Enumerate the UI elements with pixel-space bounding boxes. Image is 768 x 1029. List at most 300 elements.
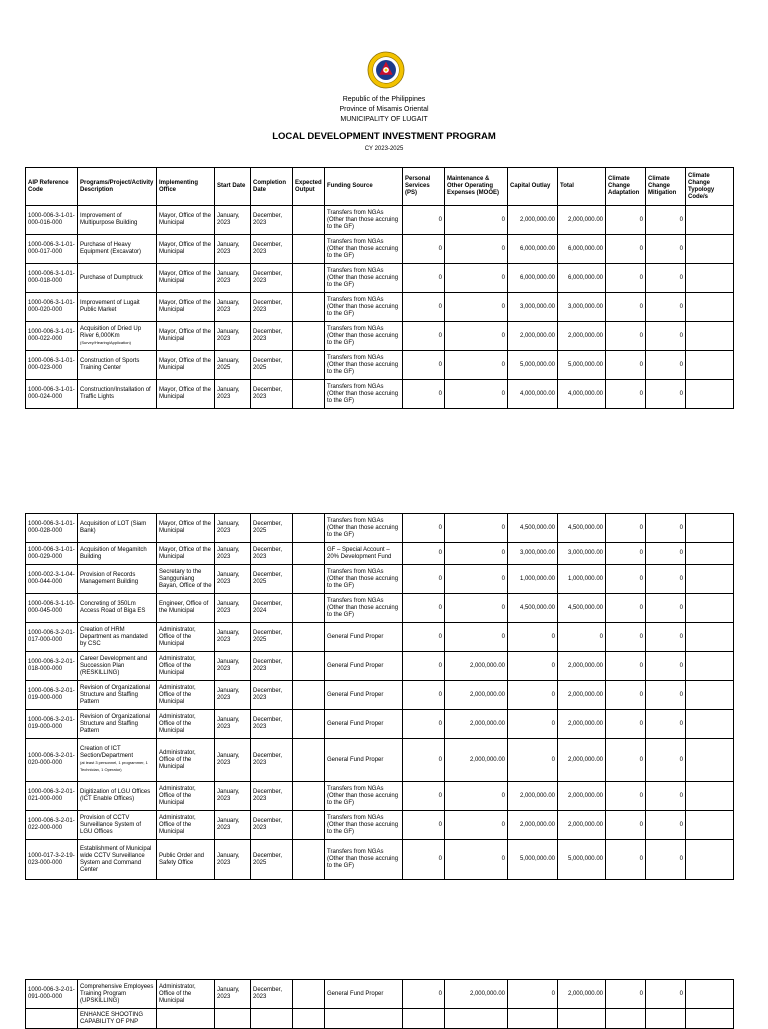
cell-office-text: Administrator, Office of the Municipal [159, 626, 196, 647]
cell-total-text: 2,000,000.00 [567, 332, 603, 339]
cell-desc-text: Creation of HRM Department as mandated by CSC [80, 626, 148, 647]
cell-total-text: 5,000,000.00 [567, 361, 603, 368]
cell-ccm-text: 0 [679, 550, 683, 556]
cell-ccm-text: 0 [679, 990, 683, 997]
cell-office [157, 514, 215, 543]
cell-ps-text: 0 [438, 756, 442, 763]
cell-mooe-text: 0 [501, 821, 505, 828]
cell-code-text: 1000-006-3-1-01-000-023-000 [28, 358, 75, 371]
cell-end-text: December, 2023 [253, 717, 283, 730]
cell-fund-text: Transfers from NGAs (Other than those accruing to the GF) [327, 568, 399, 589]
cell-end [251, 840, 293, 880]
cell-ccm [646, 322, 686, 351]
cell-code-text: 1000-006-3-2-01-021-000-000 [28, 789, 75, 802]
cell-typ [686, 322, 734, 351]
cell-office [157, 565, 215, 594]
cell-ccm-text: 0 [679, 604, 683, 611]
cell-code-text: 1000-006-3-1-01-000-024-000 [28, 387, 75, 400]
cell-office [157, 543, 215, 565]
cell-desc-text: Revision of Organizational Structure and Staffing Pattern [80, 684, 151, 705]
cell-ps-text: 0 [438, 691, 442, 698]
cell-end-text: December, 2023 [253, 387, 283, 400]
cell-mooe-text: 0 [501, 245, 505, 252]
cell-cca [606, 739, 646, 782]
cell-start [215, 264, 251, 293]
cell-total [558, 565, 606, 594]
cell-typ [686, 351, 734, 380]
cell-code [26, 652, 78, 681]
cell-ccm [646, 264, 686, 293]
cell-code [26, 322, 78, 351]
cell-desc-text: Revision of Organizational Structure and Staffing Pattern [80, 713, 151, 734]
cell-desc [78, 380, 157, 409]
cell-code [26, 293, 78, 322]
cell-desc-text: Acquisition of LOT (Siam Bank) [80, 521, 147, 534]
cell-mooe-text: 2,000,000.00 [469, 990, 505, 997]
cell-code-text: 1000-006-3-2-01-018-000-000 [28, 659, 75, 672]
cell-start [215, 710, 251, 739]
cell-office [157, 1009, 215, 1029]
cell-output [293, 652, 325, 681]
cell-ps-text: 0 [438, 990, 442, 997]
cell-cca-text: 0 [639, 604, 643, 611]
cell-office [157, 623, 215, 652]
cell-start [215, 206, 251, 235]
cell-start-text: January, 2023 [217, 213, 240, 226]
cell-ccm-text: 0 [679, 633, 683, 640]
cell-start-text: January, 2025 [217, 358, 240, 371]
cell-output [293, 206, 325, 235]
cell-output [293, 235, 325, 264]
cell-co [508, 322, 558, 351]
cell-total [558, 840, 606, 880]
cell-office-text: Mayor, Office of the Municipal [159, 300, 211, 313]
cell-end [251, 380, 293, 409]
cell-mooe [445, 652, 508, 681]
cell-ccm-text: 0 [679, 792, 683, 799]
cell-fund [325, 811, 403, 840]
cell-ccm-text: 0 [679, 575, 683, 582]
cell-mooe [445, 782, 508, 811]
cell-output [293, 351, 325, 380]
cell-desc-text: Career Development and Succession Plan (RESKILLING) [80, 655, 148, 676]
cell-ccm [646, 652, 686, 681]
cell-mooe-text: 0 [501, 303, 505, 310]
cell-start-text: January, 2023 [217, 659, 240, 672]
cell-total [558, 811, 606, 840]
cell-desc [78, 811, 157, 840]
cell-end-text: December, 2025 [253, 521, 283, 534]
cell-office [157, 351, 215, 380]
cell-mooe [445, 293, 508, 322]
cell-mooe-text: 0 [501, 524, 505, 531]
cell-start [215, 782, 251, 811]
cell-fund-text: Transfers from NGAs (Other than those accruing to the GF) [327, 267, 399, 288]
cell-ps-text: 0 [438, 575, 442, 582]
cell-start [215, 840, 251, 880]
cell-ps [403, 739, 445, 782]
cell-co [508, 264, 558, 293]
cell-co-text: 0 [551, 633, 555, 640]
cell-start-text: January, 2023 [217, 271, 240, 284]
cell-desc-note: (at least 3 personnel, 1 programmer, 1 Technician, 1 Operator) [80, 760, 148, 772]
cell-ccm-text: 0 [679, 245, 683, 252]
cell-start [215, 293, 251, 322]
cell-co [508, 980, 558, 1009]
cell-co-text: 2,000,000.00 [519, 821, 555, 828]
cell-ccm-text: 0 [679, 303, 683, 310]
cell-total-text: 4,500,000.00 [567, 524, 603, 531]
cell-end [251, 235, 293, 264]
cell-total [558, 739, 606, 782]
cell-code [26, 840, 78, 880]
cell-output [293, 322, 325, 351]
cell-typ [686, 739, 734, 782]
cell-mooe [445, 811, 508, 840]
cell-mooe-text: 0 [501, 856, 505, 862]
cell-fund [325, 652, 403, 681]
cell-ccm [646, 782, 686, 811]
cell-end-text: December, 2023 [253, 329, 283, 342]
cell-mooe [445, 623, 508, 652]
col-header: AIP Reference Code [26, 168, 78, 206]
cell-code [26, 980, 78, 1009]
cell-ps [403, 652, 445, 681]
cell-mooe-text: 2,000,000.00 [469, 756, 505, 763]
cell-ccm-text: 0 [679, 691, 683, 698]
col-header: Maintenance & Other Operating Expenses (MOOE) [445, 168, 508, 206]
cell-co [508, 1009, 558, 1029]
cell-code [26, 543, 78, 565]
cell-co-text: 5,000,000.00 [519, 856, 555, 862]
cell-desc-text: Improvement of Lugait Public Market [80, 300, 140, 313]
cell-fund [325, 514, 403, 543]
cell-co-text: 5,000,000.00 [519, 361, 555, 368]
cell-ps [403, 980, 445, 1009]
cell-cca [606, 980, 646, 1009]
cell-ccm-text: 0 [679, 720, 683, 727]
cell-total-text: 2,000,000.00 [567, 691, 603, 698]
cell-ps-text: 0 [438, 303, 442, 310]
cell-mooe-text: 0 [501, 604, 505, 611]
cell-co-text: 0 [551, 756, 555, 763]
cell-ps-text: 0 [438, 792, 442, 799]
cell-start [215, 543, 251, 565]
cell-end [251, 322, 293, 351]
cell-fund-text: General Fund Proper [327, 691, 384, 698]
cell-typ [686, 652, 734, 681]
cell-co [508, 710, 558, 739]
cell-ps [403, 594, 445, 623]
cell-co-text: 3,000,000.00 [519, 550, 555, 556]
cell-start-text: January, 2023 [217, 852, 240, 866]
cell-end-text: December, 2023 [253, 300, 283, 313]
cell-total-text: 0 [599, 633, 603, 640]
cell-fund [325, 565, 403, 594]
cell-co [508, 652, 558, 681]
cell-mooe [445, 594, 508, 623]
cell-fund-text: General Fund Proper [327, 662, 384, 669]
cell-ps [403, 782, 445, 811]
cell-ps [403, 565, 445, 594]
cell-ps-text: 0 [438, 604, 442, 611]
cell-desc-text: ENHANCE SHOOTING CAPABILITY OF PNP [80, 1011, 144, 1025]
cell-co-text: 4,500,000.00 [519, 604, 555, 611]
cell-office-text: Secretary to the Sangguniang Bayan, Office of the [159, 568, 212, 589]
cell-ps-text: 0 [438, 524, 442, 531]
cell-co-text: 0 [551, 990, 555, 997]
cell-typ [686, 1009, 734, 1029]
cell-office-text: Administrator, Office of the Municipal [159, 684, 196, 705]
cell-mooe-text: 0 [501, 792, 505, 799]
cell-mooe [445, 681, 508, 710]
cell-cca-text: 0 [639, 524, 643, 531]
cell-code [26, 235, 78, 264]
cell-cca [606, 681, 646, 710]
cell-mooe-text: 0 [501, 361, 505, 368]
table-row [26, 652, 734, 681]
cell-ps [403, 293, 445, 322]
cell-co-text: 0 [551, 662, 555, 669]
cell-end-text: December, 2023 [253, 789, 283, 802]
cell-ps [403, 1009, 445, 1029]
cell-code [26, 594, 78, 623]
cell-office-text: Administrator, Office of the Municipal [159, 713, 196, 734]
cell-start-text: January, 2023 [217, 753, 240, 766]
cell-start [215, 594, 251, 623]
cell-ccm [646, 206, 686, 235]
cell-start [215, 681, 251, 710]
cell-cca [606, 380, 646, 409]
cell-ccm [646, 514, 686, 543]
header-province: Province of Misamis Oriental [339, 106, 429, 113]
cell-code [26, 514, 78, 543]
cell-co [508, 594, 558, 623]
cell-total [558, 351, 606, 380]
cell-office-text: Administrator, Office of the Municipal [159, 749, 196, 770]
cell-total [558, 594, 606, 623]
cell-ps [403, 543, 445, 565]
table-row [26, 514, 734, 543]
cell-co-text: 1,000,000.00 [519, 575, 555, 582]
cell-co [508, 782, 558, 811]
cell-co [508, 811, 558, 840]
cell-cca-text: 0 [639, 990, 643, 997]
cell-code-text: 1000-006-3-2-01-091-000-000 [28, 987, 75, 1000]
cell-ccm-text: 0 [679, 332, 683, 339]
cell-cca [606, 514, 646, 543]
cell-fund-text: General Fund Proper [327, 720, 384, 727]
cell-output [293, 681, 325, 710]
cell-co [508, 351, 558, 380]
cell-code-text: 1000-006-3-1-01-000-016-000 [28, 213, 75, 226]
cell-cca-text: 0 [639, 216, 643, 223]
cell-mooe [445, 514, 508, 543]
cell-end [251, 623, 293, 652]
cell-start [215, 351, 251, 380]
cell-office-text: Administrator, Office of the Municipal [159, 983, 196, 1004]
cell-fund [325, 840, 403, 880]
cell-end-text: December, 2023 [253, 546, 283, 560]
cell-desc [78, 322, 157, 351]
cell-desc-text: Purchase of Heavy Equipment (Excavator) [80, 242, 142, 255]
cell-fund [325, 1009, 403, 1029]
cell-output [293, 514, 325, 543]
cell-office [157, 293, 215, 322]
cell-mooe [445, 980, 508, 1009]
cell-office [157, 235, 215, 264]
cell-cca [606, 840, 646, 880]
cell-ccm-text: 0 [679, 524, 683, 531]
cell-desc [78, 980, 157, 1009]
cell-ps [403, 235, 445, 264]
table-row [26, 565, 734, 594]
cell-start [215, 235, 251, 264]
cell-cca-text: 0 [639, 332, 643, 339]
cell-total-text: 6,000,000.00 [567, 274, 603, 281]
cell-cca [606, 1009, 646, 1029]
col-header: Climate Change Mitigation [646, 168, 686, 206]
cell-fund-text: Transfers from NGAs (Other than those accruing to the GF) [327, 296, 399, 317]
cell-output [293, 565, 325, 594]
cell-cca-text: 0 [639, 390, 643, 397]
cell-fund [325, 623, 403, 652]
cell-end-text: December, 2025 [253, 572, 283, 585]
cell-desc [78, 739, 157, 782]
cell-desc [78, 652, 157, 681]
cell-fund-text: Transfers from NGAs (Other than those accruing to the GF) [327, 597, 399, 618]
cell-cca-text: 0 [639, 756, 643, 763]
cell-end-text: December, 2023 [253, 213, 283, 226]
cell-cca [606, 652, 646, 681]
page-title: LOCAL DEVELOPMENT INVESTMENT PROGRAM [272, 131, 496, 142]
cell-code-text: 1000-017-3-2-19-023-000-000 [28, 852, 75, 866]
cell-co [508, 565, 558, 594]
cell-code [26, 565, 78, 594]
cell-typ [686, 235, 734, 264]
cell-total-text: 2,000,000.00 [567, 990, 603, 997]
cell-fund [325, 739, 403, 782]
cell-desc [78, 782, 157, 811]
cell-cca-text: 0 [639, 856, 643, 862]
cell-desc-text: Purchase of Dumptruck [80, 274, 143, 281]
cell-cca [606, 235, 646, 264]
cell-start [215, 322, 251, 351]
cell-fund [325, 380, 403, 409]
cell-end [251, 811, 293, 840]
cell-ccm [646, 293, 686, 322]
cell-office-text: Administrator, Office of the Municipal [159, 814, 196, 835]
cell-co-text: 2,000,000.00 [519, 332, 555, 339]
cell-mooe [445, 840, 508, 880]
cell-co-text: 2,000,000.00 [519, 792, 555, 799]
cell-office [157, 811, 215, 840]
table-row [26, 623, 734, 652]
col-header: Capital Outlay [508, 168, 558, 206]
table-row [26, 739, 734, 782]
cell-code-text: 1000-006-3-1-01-000-017-000 [28, 242, 75, 255]
cell-ps [403, 351, 445, 380]
col-header: Total [558, 168, 606, 206]
cell-typ [686, 514, 734, 543]
cell-end-text: December, 2023 [253, 659, 283, 672]
cell-code-text: 1000-006-3-1-10-000-045-000 [28, 601, 75, 614]
cell-mooe [445, 1009, 508, 1029]
header-republic: Republic of the Philippines [342, 96, 426, 103]
cell-start [215, 980, 251, 1009]
cell-end-text: December, 2023 [253, 271, 283, 284]
cell-output [293, 782, 325, 811]
cell-desc-text: Digitization of LGU Offices (ICT Enable Offices) [80, 789, 151, 802]
cell-office-text: Administrator, Office of the Municipal [159, 785, 196, 806]
cell-desc [78, 565, 157, 594]
cell-output [293, 623, 325, 652]
col-header: Climate Change Adaptation [606, 168, 646, 206]
cell-office-text: Mayor, Office of the Municipal [159, 329, 211, 342]
cell-typ [686, 811, 734, 840]
cell-code-text: 1000-006-3-2-01-022-000-000 [28, 818, 75, 831]
cell-start [215, 565, 251, 594]
cell-code-text: 1000-006-3-2-01-017-000-000 [28, 630, 75, 643]
cell-total-text: 5,000,000.00 [567, 856, 603, 862]
cell-office [157, 840, 215, 880]
cell-mooe [445, 565, 508, 594]
cell-ccm-text: 0 [679, 274, 683, 281]
cell-cca-text: 0 [639, 245, 643, 252]
cell-fund [325, 351, 403, 380]
cell-start [215, 514, 251, 543]
cell-cca-text: 0 [639, 550, 643, 556]
cell-fund [325, 710, 403, 739]
table-row [26, 322, 734, 351]
cell-code-text: 1000-006-3-1-01-000-018-000 [28, 271, 75, 284]
cell-typ [686, 206, 734, 235]
cell-fund [325, 322, 403, 351]
cell-total [558, 782, 606, 811]
cell-start-text: January, 2023 [217, 717, 240, 730]
cell-co-text: 4,500,000.00 [519, 524, 555, 531]
cell-desc [78, 206, 157, 235]
cell-ps-text: 0 [438, 720, 442, 727]
cell-ps-text: 0 [438, 390, 442, 397]
cell-desc [78, 623, 157, 652]
cell-start [215, 380, 251, 409]
table-row [26, 840, 734, 880]
cell-total-text: 4,000,000.00 [567, 390, 603, 397]
cell-end-text: December, 2025 [253, 630, 283, 643]
cell-cca [606, 623, 646, 652]
cell-typ [686, 380, 734, 409]
cell-total-text: 4,500,000.00 [567, 604, 603, 611]
cell-mooe [445, 380, 508, 409]
table-row [26, 351, 734, 380]
cell-ps-text: 0 [438, 216, 442, 223]
cell-desc [78, 681, 157, 710]
table-row [26, 293, 734, 322]
cell-code [26, 811, 78, 840]
cell-desc [78, 293, 157, 322]
cell-code-text: 1000-006-3-2-01-019-000-000 [28, 717, 75, 730]
cell-desc-text: Construction of Sports Training Center [80, 358, 140, 371]
cell-ccm [646, 681, 686, 710]
cell-office [157, 652, 215, 681]
cell-mooe-text: 0 [501, 550, 505, 556]
cell-fund-text: Transfers from NGAs (Other than those accruing to the GF) [327, 383, 399, 404]
cell-end [251, 264, 293, 293]
cell-code-text: 1000-002-3-1-04-000-044-000 [28, 572, 75, 585]
cell-typ [686, 623, 734, 652]
cell-office [157, 782, 215, 811]
